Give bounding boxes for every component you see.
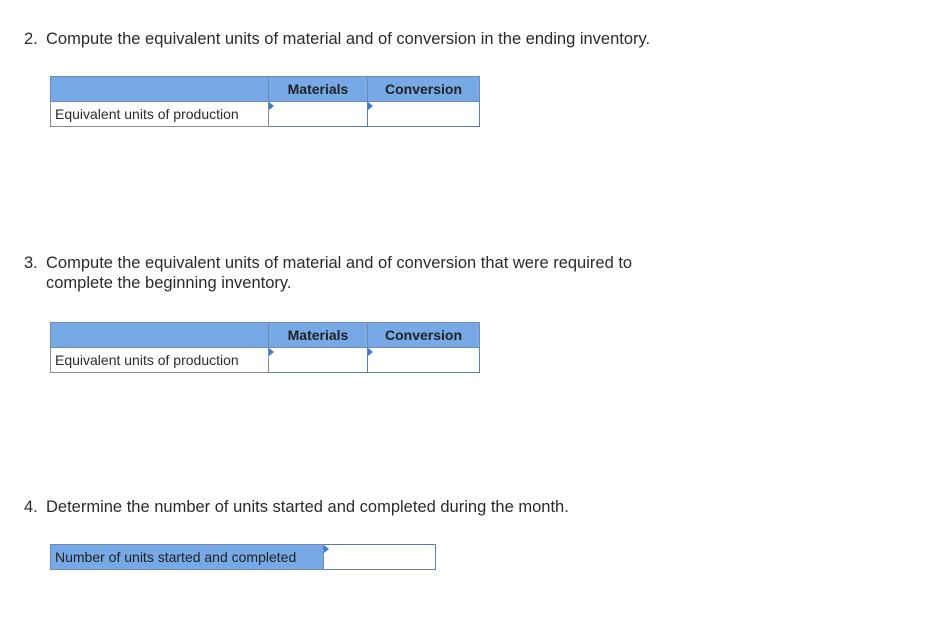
question-text: Determine the number of units started and completed during the month. [46,498,569,516]
conversion-input-cell[interactable] [368,102,480,127]
question-text: Compute the equivalent units of material and of conversion that were required to complete the beginning inventory. [46,254,633,292]
materials-input[interactable] [269,102,367,126]
beginning-inventory-table [50,322,480,373]
units-started-input[interactable] [324,545,435,569]
input-flag-icon [269,102,274,110]
materials-input-cell[interactable] [269,102,368,127]
row-label: Equivalent units of production [51,102,269,127]
table-row [51,545,436,570]
row-label: Number of units started and completed [51,545,324,570]
units-started-input-cell[interactable] [324,545,436,570]
question-text: Compute the equivalent units of material and of conversion in the ending inventory. [46,30,651,48]
table-row [51,348,480,373]
question-2 [24,29,650,49]
header-blank [51,323,269,348]
input-flag-icon [269,348,274,356]
conversion-input[interactable] [368,348,479,372]
question-number: 3. [24,254,38,272]
units-started-table [50,544,436,570]
ending-inventory-table [50,76,480,127]
row-label: Equivalent units of production [51,348,269,373]
question-3 [24,253,696,293]
header-materials: Materials [269,323,368,348]
table-header-row [51,77,480,102]
table-row [51,102,480,127]
materials-input-cell[interactable] [269,348,368,373]
materials-input[interactable] [269,348,367,372]
table-header-row [51,323,480,348]
input-flag-icon [324,545,329,553]
header-conversion: Conversion [368,323,480,348]
conversion-input[interactable] [368,102,479,126]
header-conversion: Conversion [368,77,480,102]
input-flag-icon [368,102,373,110]
input-flag-icon [368,348,373,356]
header-blank [51,77,269,102]
question-number: 4. [24,498,38,516]
question-number: 2. [24,30,38,48]
question-4 [24,497,569,517]
header-materials: Materials [269,77,368,102]
conversion-input-cell[interactable] [368,348,480,373]
